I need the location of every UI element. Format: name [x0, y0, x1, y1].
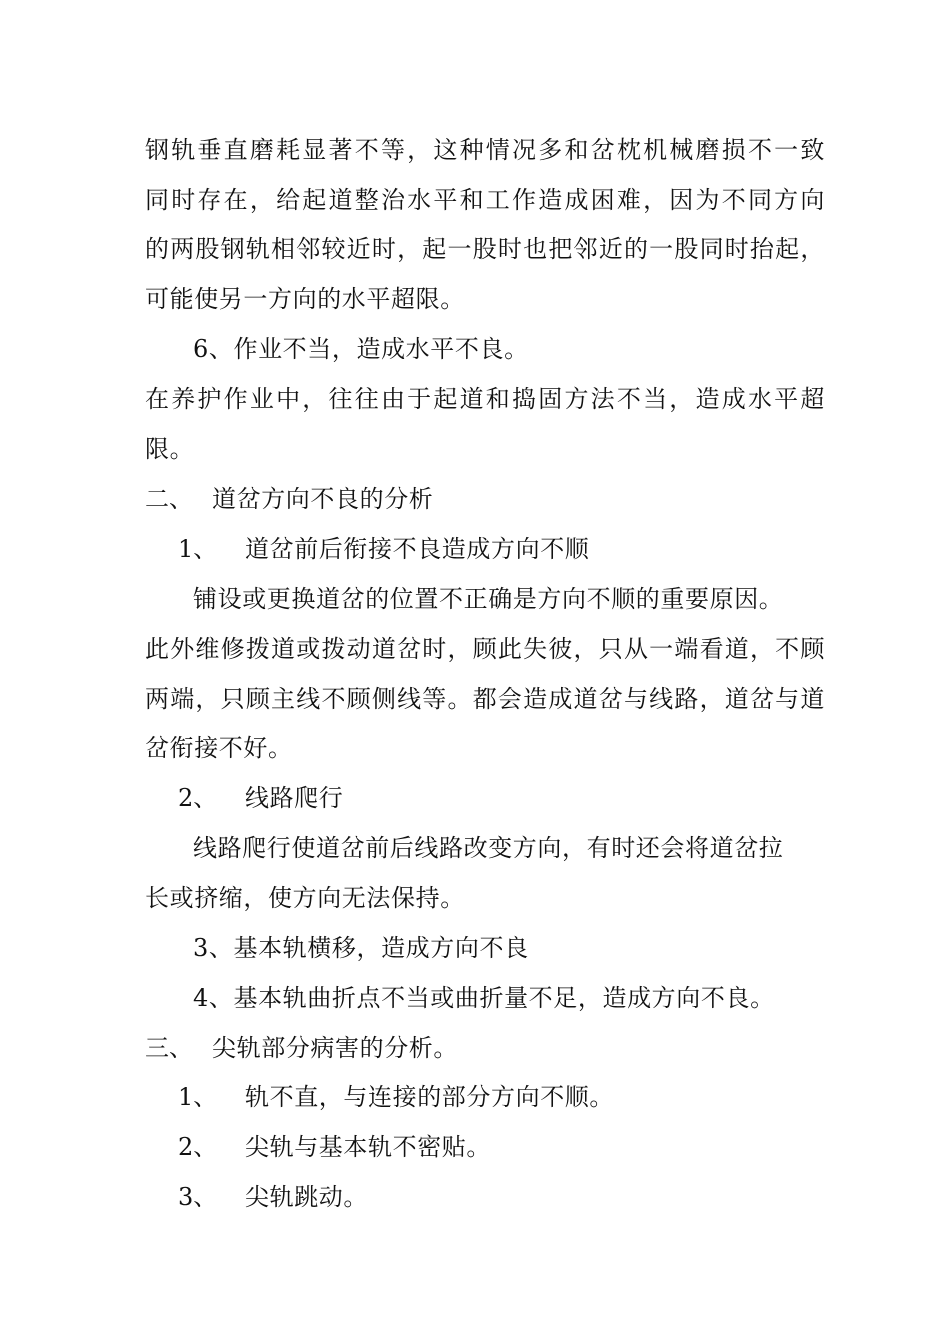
paragraph-line: 岔衔接不好。 [145, 734, 293, 762]
item-number: 2、 [178, 1133, 218, 1161]
paragraph-line: 此外维修拨道或拨动道岔时，顾此失彼，只从一端看道，不顾 [145, 635, 825, 663]
item-heading: 4、基本轨曲折点不当或曲折量不足，造成方向不良。 [193, 984, 775, 1012]
section-number: 三、 [145, 1034, 193, 1062]
item-number: 3、 [178, 1183, 218, 1211]
paragraph-line: 限。 [145, 435, 195, 463]
item-heading: 6、作业不当，造成水平不良。 [193, 335, 529, 363]
paragraph-line: 两端，只顾主线不顾侧线等。都会造成道岔与线路，道岔与道 [145, 685, 825, 713]
item-heading: 3、基本轨横移，造成方向不良 [193, 934, 529, 962]
section-heading: 尖轨部分病害的分析。 [212, 1034, 458, 1062]
paragraph-line: 同时存在，给起道整治水平和工作造成困难，因为不同方向 [145, 186, 825, 214]
item-number: 1、 [178, 535, 218, 563]
item-number: 2、 [178, 784, 218, 812]
paragraph-line: 长或挤缩，使方向无法保持。 [145, 884, 465, 912]
paragraph-line: 在养护作业中，往往由于起道和捣固方法不当，造成水平超 [145, 385, 825, 413]
paragraph-line: 线路爬行使道岔前后线路改变方向，有时还会将道岔拉 [193, 834, 784, 862]
paragraph-line: 钢轨垂直磨耗显著不等，这种情况多和岔枕机械磨损不一致 [145, 136, 825, 164]
paragraph-line: 的两股钢轨相邻较近时，起一股时也把邻近的一股同时抬起， [145, 235, 825, 263]
item-heading: 线路爬行 [245, 784, 344, 812]
paragraph-line: 可能使另一方向的水平超限。 [145, 285, 465, 313]
item-heading: 尖轨与基本轨不密贴。 [245, 1133, 491, 1161]
item-heading: 道岔前后衔接不良造成方向不顺 [245, 535, 590, 563]
section-heading: 道岔方向不良的分析 [212, 485, 434, 513]
item-heading: 尖轨跳动。 [245, 1183, 368, 1211]
item-number: 1、 [178, 1083, 218, 1111]
section-number: 二、 [145, 485, 193, 513]
item-heading: 轨不直，与连接的部分方向不顺。 [245, 1083, 614, 1111]
paragraph-line: 铺设或更换道岔的位置不正确是方向不顺的重要原因。 [193, 585, 784, 613]
